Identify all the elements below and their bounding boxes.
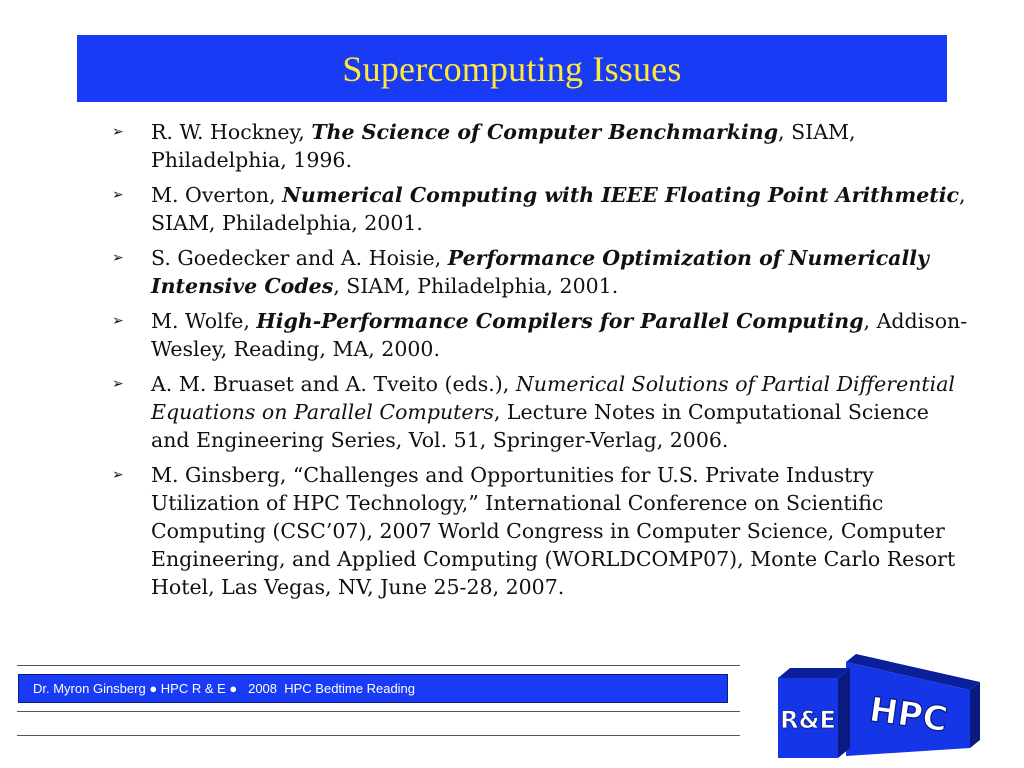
reference-title: Performance Optimization of Numerically Intensive Codes [151,246,929,298]
reference-item [110,181,970,237]
reference-item [110,461,970,601]
footer-divider-bottom [17,735,740,736]
arrow-bullet-icon: ➢ [112,124,124,140]
arrow-bullet-icon: ➢ [112,313,124,329]
reference-details: , Lecture Notes in Computational Science and Engineering Series, Vol. 51, Springer-Verlag, 2006. [151,400,929,452]
title-banner [77,35,947,102]
footer-bar [18,674,728,703]
reference-title: The Science of Computer Benchmarking [311,120,779,144]
slide-title: Supercomputing Issues [342,48,682,89]
reference-details: , SIAM, Philadelphia, 1996. [151,120,856,172]
reference-details: , SIAM, Philadelphia, 2001. [333,274,619,298]
logo-hpc-block [846,654,980,756]
reference-text: M. Ginsberg, “Challenges and Opportunities for U.S. Private Industry Utilization of HPC Technology,” International Conference on Scientific Computing (CSC’07), 2007 World Congress in Computer Science, Computer Engineering, and Applied Computing (WORLDCOMP07), Monte Carlo Resort Hotel, Las Vegas, NV, June 25-28, 2007. [151,463,956,599]
logo-re-text: R&E [780,706,836,734]
logo-re-block [778,668,850,758]
reference-title: Numerical Solutions of Partial Differential Equations on Parallel Computers [151,372,955,424]
reference-authors: M. Wolfe, [151,309,257,333]
reference-item [110,118,970,174]
reference-list [110,118,970,608]
reference-item [110,244,970,300]
arrow-bullet-icon: ➢ [112,250,124,266]
arrow-bullet-icon: ➢ [112,467,124,483]
reference-details: , SIAM, Philadelphia, 2001. [151,183,966,235]
footer-divider-top [17,665,740,666]
reference-title: High-Performance Compilers for Parallel Computing [256,309,864,333]
reference-authors: S. Goedecker and A. Hoisie, [151,246,448,270]
footer-divider-middle [17,711,740,712]
logo-hpc-text: HPC [866,689,950,741]
arrow-bullet-icon: ➢ [112,187,124,203]
arrow-bullet-icon: ➢ [112,376,124,392]
hpc-re-logo [768,648,988,766]
reference-authors: M. Overton, [151,183,283,207]
reference-item [110,307,970,363]
reference-authors: A. M. Bruaset and A. Tveito (eds.), [151,372,516,396]
reference-title: Numerical Computing with IEEE Floating Point Arithmetic [282,183,960,207]
footer-text: Dr. Myron Ginsberg ● HPC R & E ● 2008 HPC Bedtime Reading [33,681,416,696]
reference-authors: R. W. Hockney, [151,120,312,144]
reference-details: , Addison-Wesley, Reading, MA, 2000. [151,309,968,361]
reference-item [110,370,970,454]
